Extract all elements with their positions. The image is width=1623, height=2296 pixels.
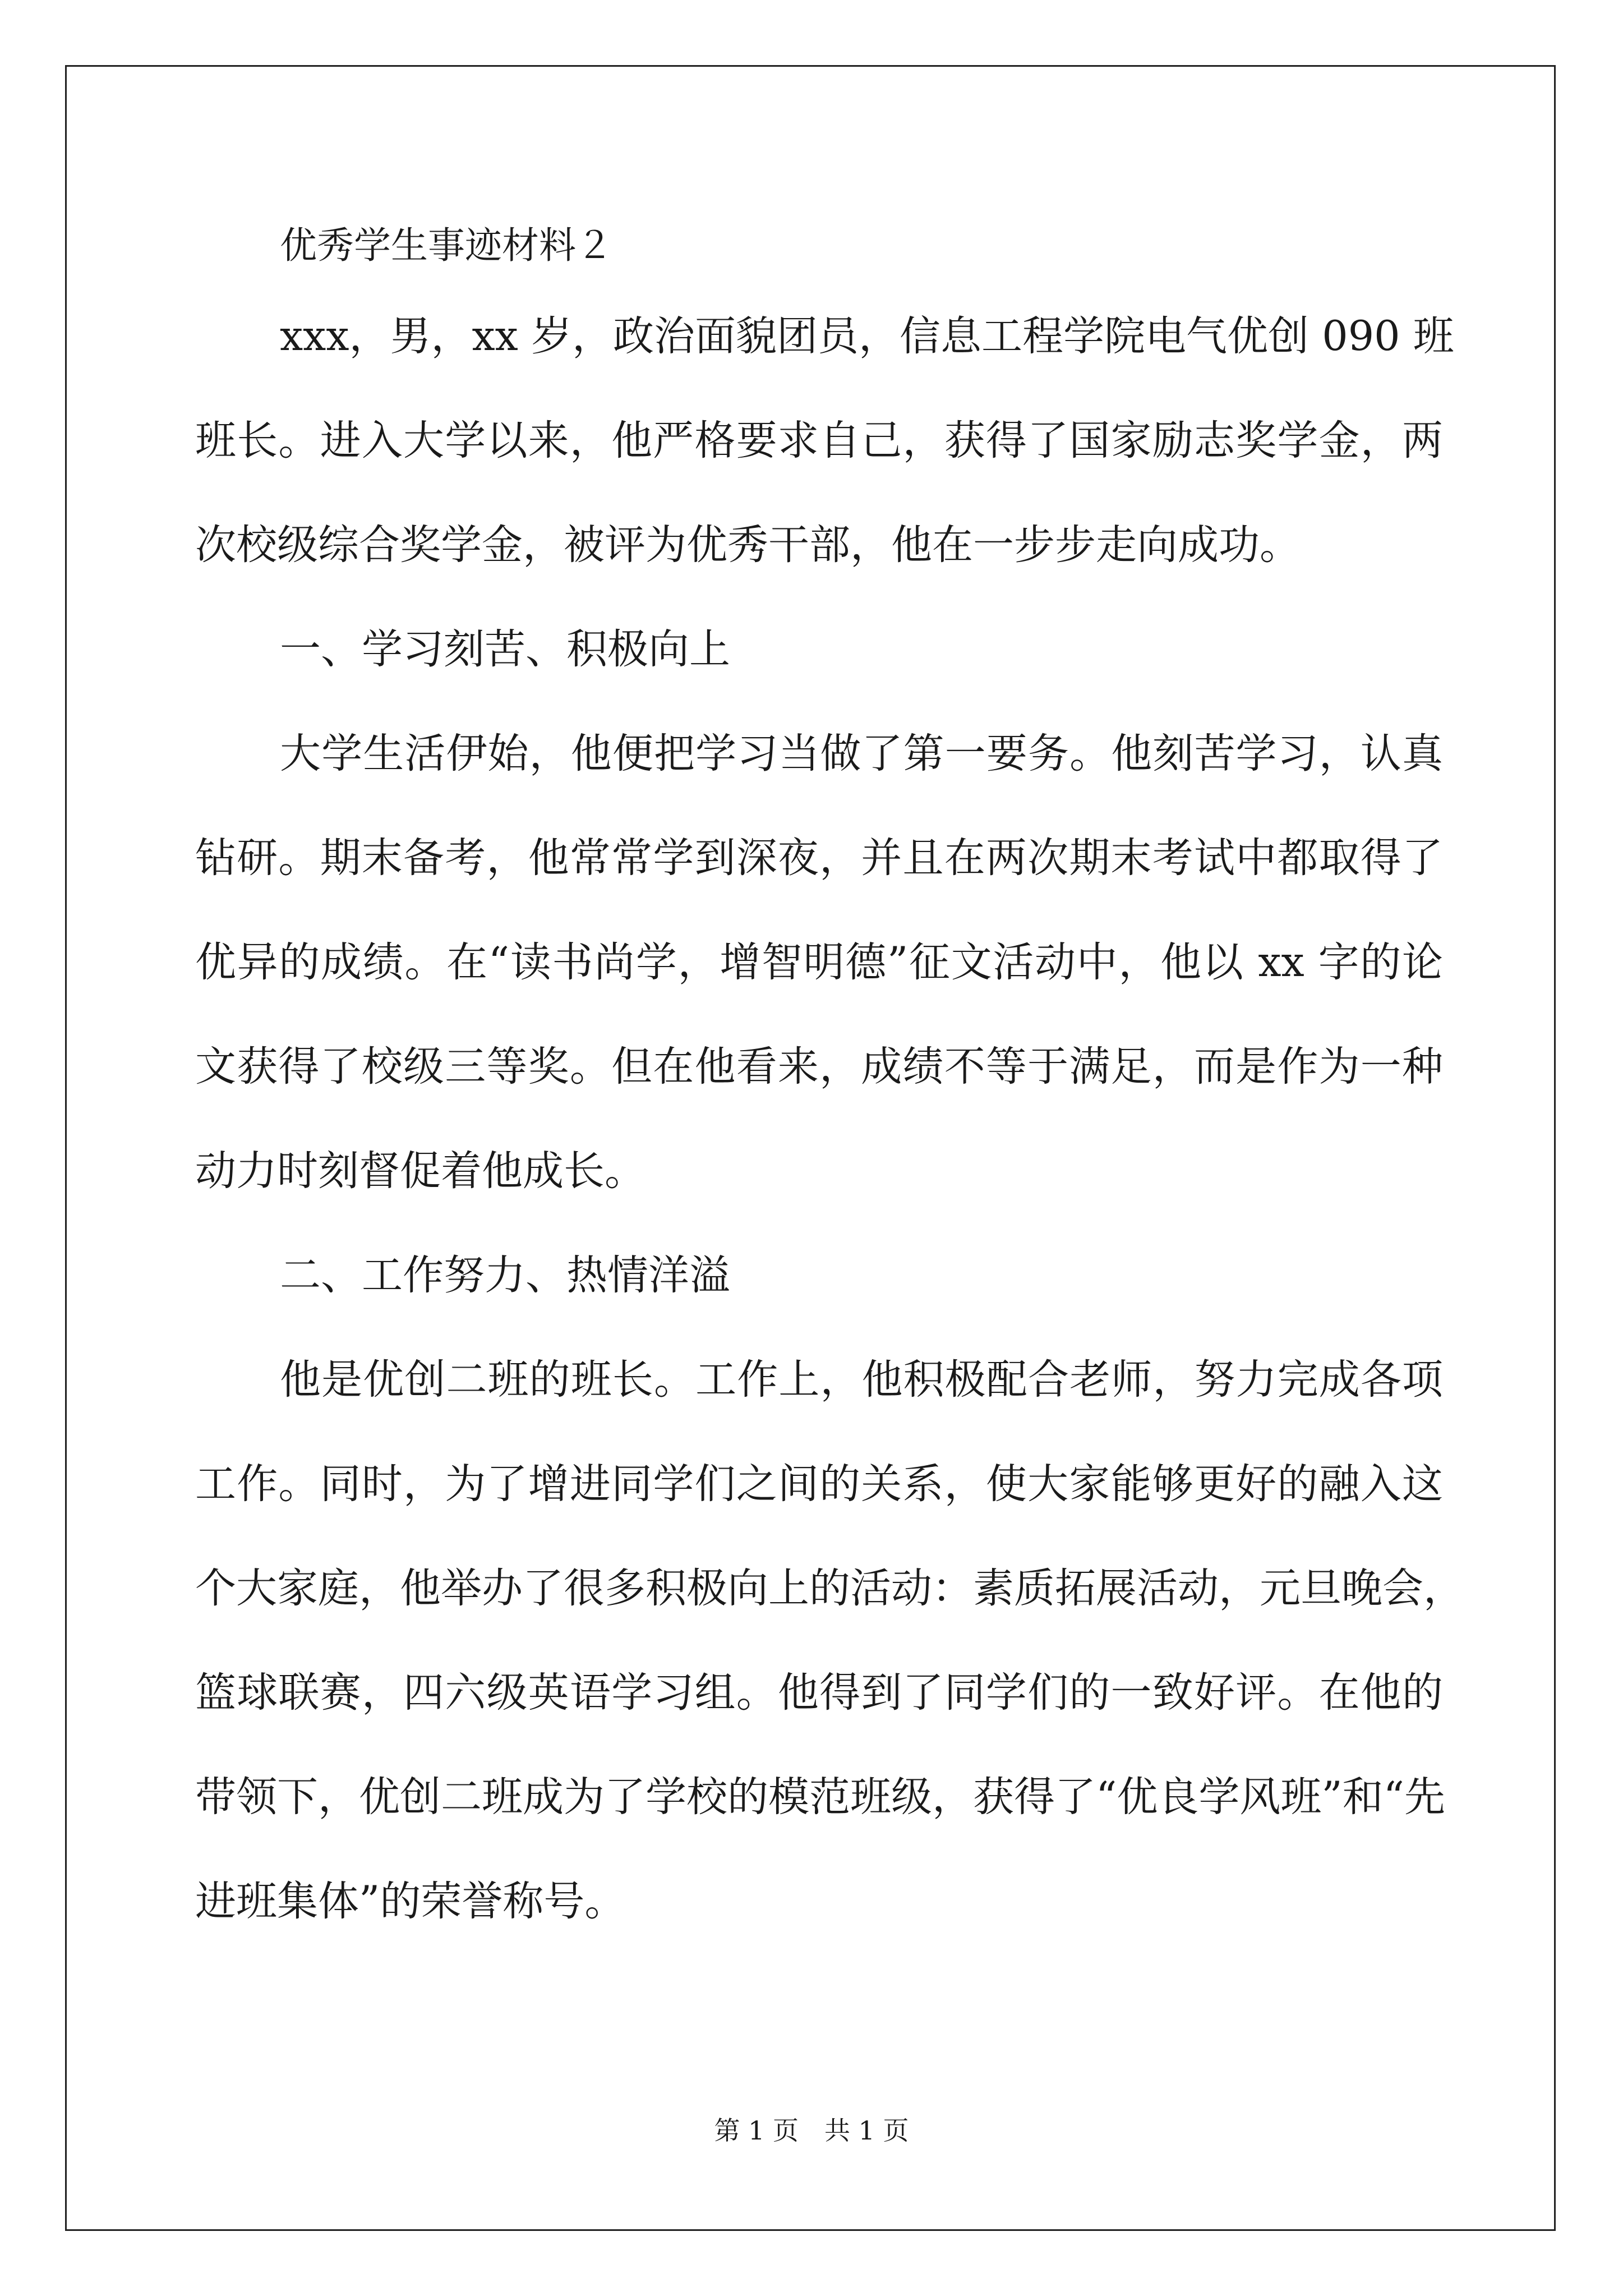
section-heading: 一、学习刻苦、积极向上 [280, 625, 730, 673]
paragraph-line: 个大家庭，他举办了很多积极向上的活动：素质拓展活动，元旦晚会， [195, 1565, 1464, 1612]
paragraph-line: 他是优创二班的班长。工作上，他积极配合老师，努力完成各项 [280, 1356, 1443, 1404]
paragraph-line: 大学生活伊始，他便把学习当做了第一要务。他刻苦学习，认真 [280, 730, 1443, 777]
paragraph-line: 优异的成绩。在“读书尚学，增智明德”征文活动中，他以 xx 字的论 [195, 938, 1443, 986]
paragraph-line: 工作。同时，为了增进同学们之间的关系，使大家能够更好的融入这 [195, 1460, 1443, 1508]
paragraph-line: 篮球联赛，四六级英语学习组。他得到了同学们的一致好评。在他的 [195, 1669, 1443, 1717]
section-heading: 二、工作努力、热情洋溢 [280, 1251, 730, 1299]
paragraph-line: 动力时刻督促着他成长。 [195, 1147, 645, 1195]
paragraph-line: 进班集体”的荣誉称号。 [195, 1878, 626, 1925]
paragraph-line: 文获得了校级三等奖。但在他看来，成绩不等于满足，而是作为一种 [195, 1043, 1443, 1091]
page-footer: 第 1 页 共 1 页 [714, 2115, 909, 2146]
document-title: 优秀学生事迹材料２ [280, 224, 613, 267]
paragraph-line: xxx，男，xx 岁，政治面貌团员，信息工程学院电气优创 090 班 [280, 312, 1454, 360]
paragraph-line: 次校级综合奖学金，被评为优秀干部，他在一步步走向成功。 [195, 521, 1301, 569]
paragraph-line: 钻研。期末备考，他常常学到深夜，并且在两次期末考试中都取得了 [195, 834, 1443, 882]
paragraph-line: 班长。进入大学以来，他严格要求自己，获得了国家励志奖学金，两 [195, 417, 1443, 464]
paragraph-line: 带领下，优创二班成为了学校的模范班级，获得了“优良学风班”和“先 [195, 1773, 1445, 1821]
